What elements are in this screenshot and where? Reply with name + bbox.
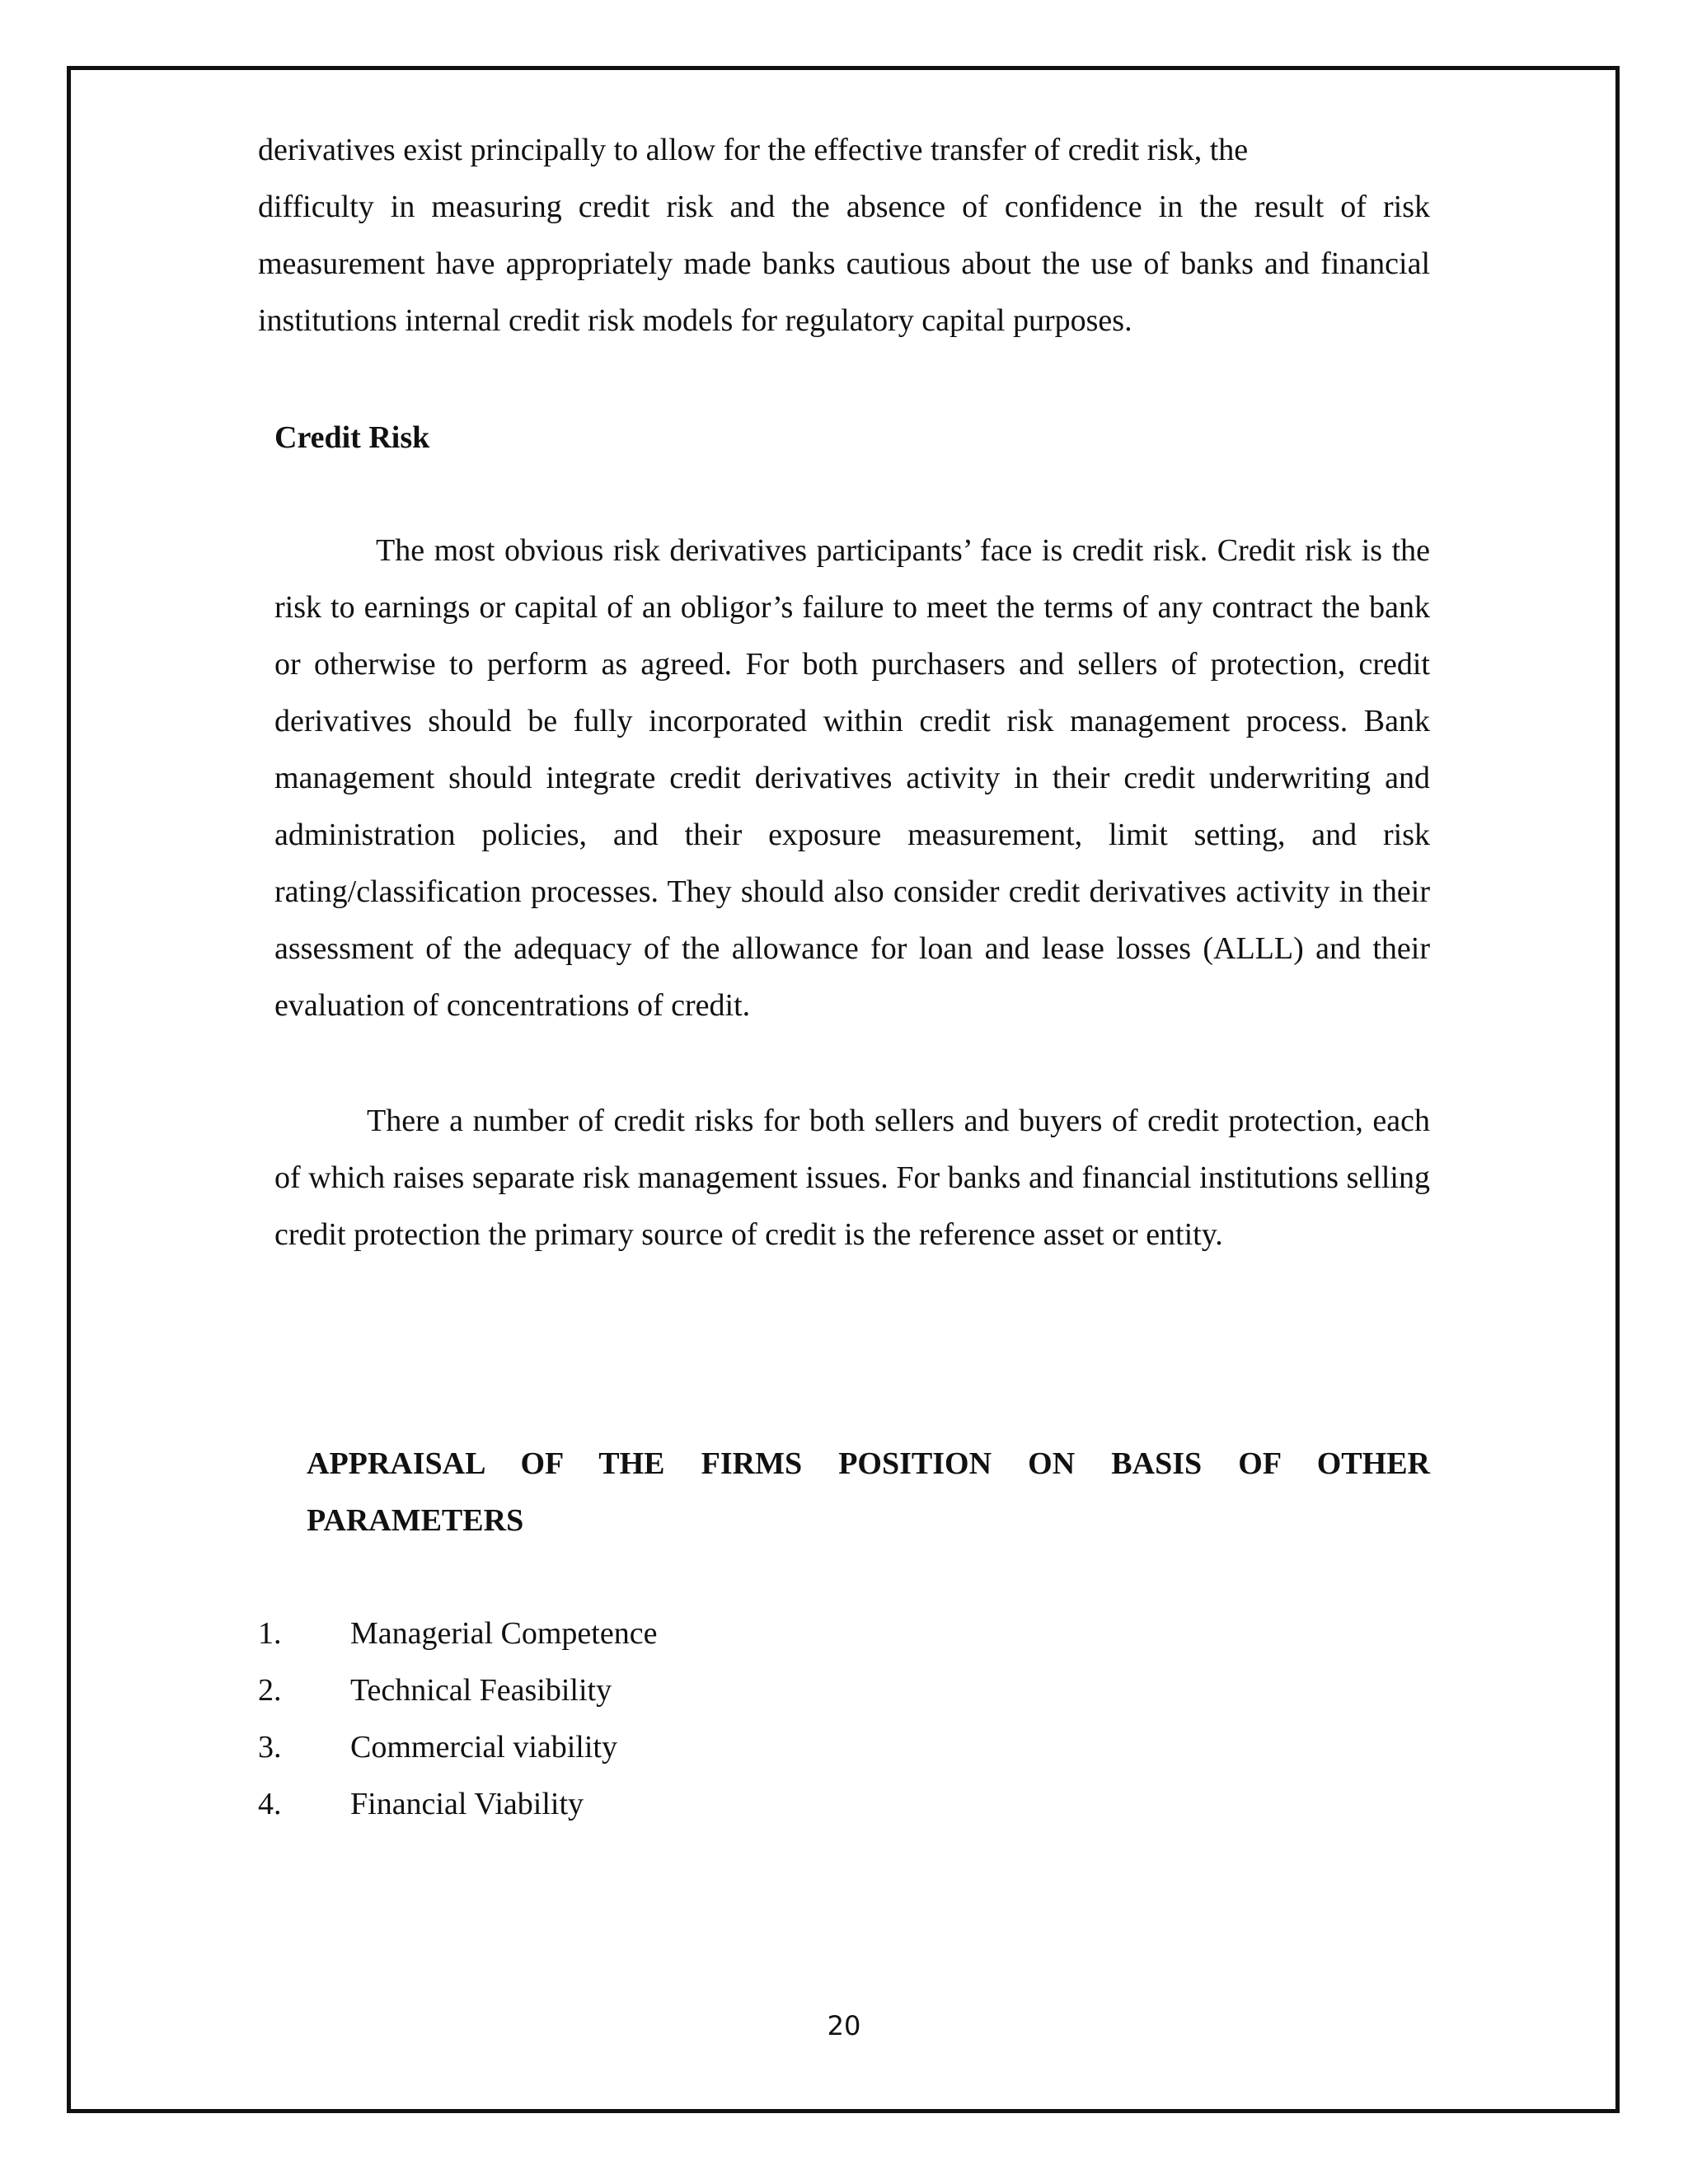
list-item [258, 1776, 657, 1833]
list-item-label: Technical Feasibility [350, 1673, 612, 1708]
list-item-number: 4. [258, 1787, 282, 1821]
list-item-label: Commercial viability [350, 1730, 617, 1765]
parameters-list [258, 1605, 657, 1833]
credit-risk-paragraph-2: There a number of credit risks for both sellers and buyers of credit protection, each of which raises separate risk management issues. For banks and financial institutions selling credit protection the primary source of credit is the reference asset or entity. [274, 1104, 1430, 1252]
credit-risk-heading: Credit Risk [274, 420, 430, 455]
list-item-number: 2. [258, 1673, 282, 1708]
appraisal-heading-line2: PARAMETERS [307, 1503, 524, 1538]
intro-paragraph-line1: derivatives exist principally to allow for the effective transfer of credit risk, the [258, 133, 1249, 167]
credit-risk-paragraph-1: The most obvious risk derivatives participants’ face is credit risk. Credit risk is the risk to earnings or capital of an obligor’s failure to meet the terms of any contract the bank or otherwise to perform as agreed. For both purchasers and sellers of protection, credit derivatives should be fully incorporated within credit risk management process. Bank management should integrate credit derivatives activity in their credit underwriting and administration policies, and their exposure measurement, limit setting, and risk rating/classification processes. They should also consider credit derivatives activity in their assessment of the adequacy of the allowance for loan and lease losses (ALLL) and their evaluation of concentrations of credit. [274, 533, 1430, 1023]
intro-paragraph-rest: difficulty in measuring credit risk and the absence of confidence in the result of risk measurement have appropriately made banks cautious about the use of banks and financial institutions internal credit risk models for regulatory capital purposes. [258, 190, 1430, 338]
intro-paragraph [258, 122, 1430, 349]
list-item [258, 1719, 657, 1776]
list-item-number: 3. [258, 1730, 282, 1765]
page-number: 20 [827, 2010, 861, 2041]
list-item [258, 1662, 657, 1719]
appraisal-heading-line1: APPRAISAL OF THE FIRMS POSITION ON BASIS OF OTHER [307, 1446, 1430, 1481]
list-item-number: 1. [258, 1616, 282, 1651]
appraisal-heading [307, 1436, 1430, 1549]
list-item-label: Financial Viability [350, 1787, 584, 1821]
list-item [258, 1605, 657, 1662]
list-item-label: Managerial Competence [350, 1616, 658, 1651]
